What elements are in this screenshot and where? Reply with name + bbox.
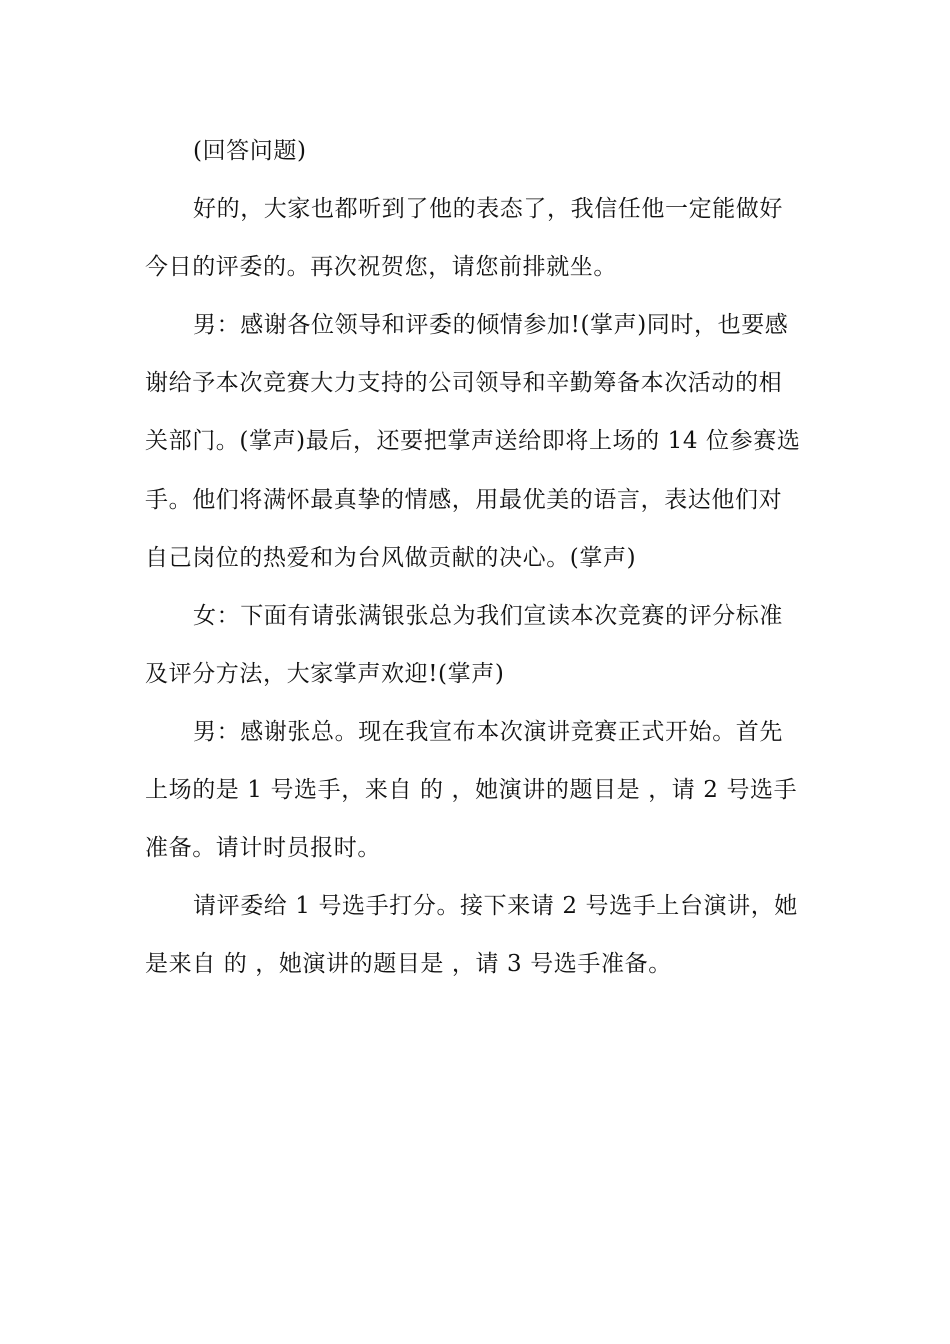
paragraph-judge-line-1: 好的，大家也都听到了他的表态了，我信任他一定能做好 — [193, 196, 783, 223]
paragraph-thanks-line-3: 关部门。(掌声)最后，还要把掌声送给即将上场的 14 位参赛选 — [145, 428, 801, 455]
paragraph-thanks-line-5: 自己岗位的热爱和为台风做贡献的决心。(掌声) — [145, 544, 637, 571]
paragraph-thanks-line-4: 手。他们将满怀最真挚的情感，用最优美的语言，表达他们对 — [145, 486, 783, 513]
paragraph-contestant-line-1: 请评委给 1 号选手打分。接下来请 2 号选手上台演讲，她 — [193, 893, 798, 920]
paragraph-judge-line-2: 今日的评委的。再次祝贺您，请您前排就坐。 — [145, 254, 617, 281]
paragraph-scoring-line-1: 女：下面有请张满银张总为我们宣读本次竞赛的评分标准 — [193, 602, 783, 629]
paragraph-start-line-2: 上场的是 1 号选手，来自 的 ，她演讲的题目是 ，请 2 号选手 — [145, 777, 798, 804]
paragraph-answer-question: (回答问题) — [193, 138, 307, 164]
document-body — [145, 126, 805, 997]
paragraph-start-line-3: 准备。请计时员报时。 — [145, 835, 381, 862]
paragraph-contestant-line-2: 是来自 的 ，她演讲的题目是 ，请 3 号选手准备。 — [145, 951, 672, 978]
paragraph-thanks-line-1: 男：感谢各位领导和评委的倾情参加!(掌声)同时，也要感 — [193, 312, 789, 339]
paragraph-start-line-1: 男：感谢张总。现在我宣布本次演讲竞赛正式开始。首先 — [193, 718, 783, 745]
paragraph-scoring-line-2: 及评分方法，大家掌声欢迎!(掌声) — [145, 660, 505, 687]
paragraph-thanks-line-2: 谢给予本次竞赛大力支持的公司领导和辛勤筹备本次活动的相 — [145, 370, 783, 397]
